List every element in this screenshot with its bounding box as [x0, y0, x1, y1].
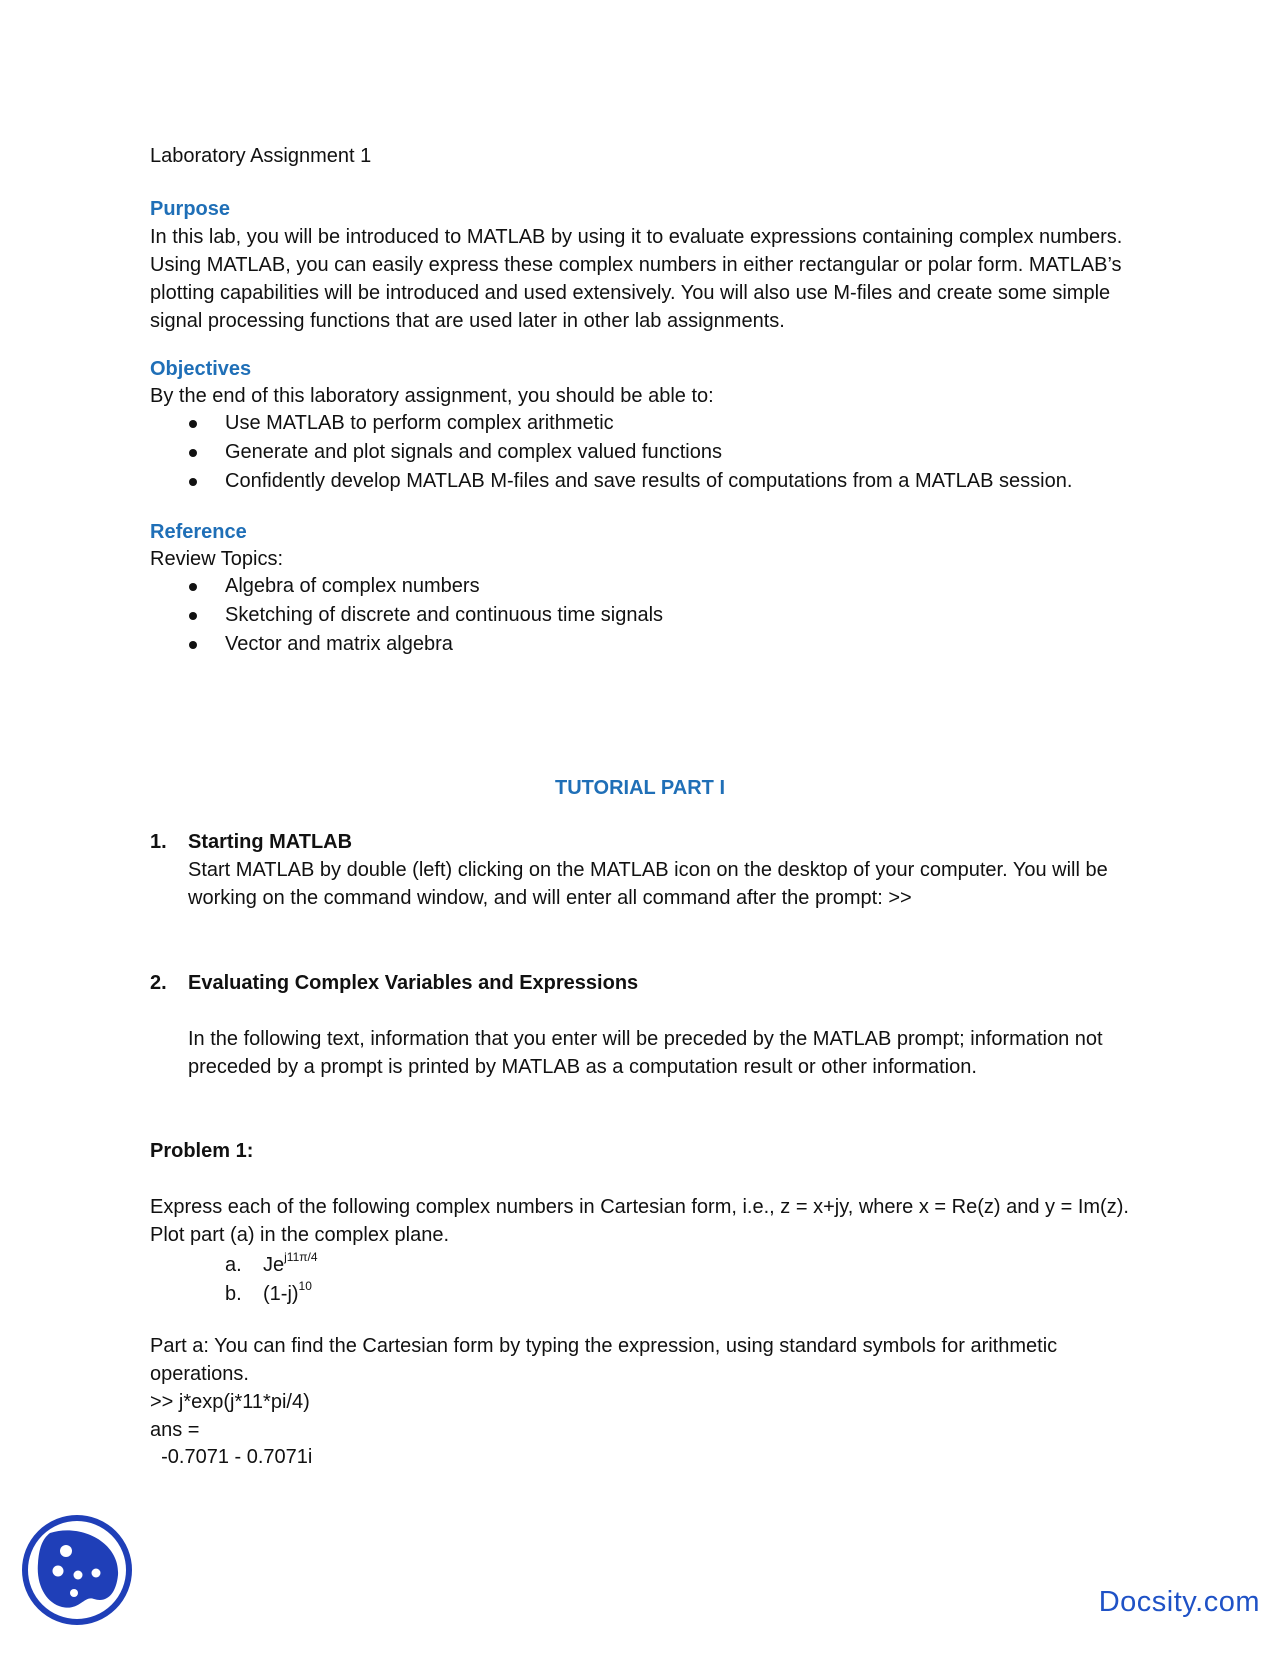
document-title: Laboratory Assignment 1 [150, 145, 372, 167]
reference-heading: Reference [150, 521, 247, 543]
list-item-label: Confidently develop MATLAB M-files and save results of computations from a MATLAB session. [225, 470, 1073, 492]
code-line-result: -0.7071 - 0.7071i [150, 1446, 313, 1468]
list-item-label: Generate and plot signals and complex valued functions [225, 441, 722, 463]
code-line-ans: ans = [150, 1419, 200, 1441]
purpose-heading: Purpose [150, 198, 231, 220]
objectives-intro: By the end of this laboratory assignment, you should be able to: [150, 385, 714, 407]
docsity-logo-icon [22, 1515, 132, 1625]
section1-heading [150, 828, 352, 856]
list-item [150, 601, 1150, 630]
section1-text: Start MATLAB by double (left) clicking on the MATLAB icon on the desktop of your computer. You will be working on the command window, and will enter all command after the prompt: >> [188, 859, 1108, 909]
list-item-label: Use MATLAB to perform complex arithmetic [225, 412, 614, 434]
section2-title: Evaluating Complex Variables and Expressions [188, 972, 639, 994]
purpose-text: In this lab, you will be introduced to MATLAB by using it to evaluate expressions containing complex numbers. Using MATLAB, you can easily express these complex numbers in either rectangular or polar form. MATLAB’s plotting capabilities will be introduced and used extensively. You will also use M-files and create some simple signal processing functions that are used later in other lab assignments. [150, 226, 1123, 332]
docsity-brand-link[interactable]: Docsity.com [1098, 1586, 1260, 1618]
item-label: a. [225, 1254, 242, 1276]
section2-number: 2. [150, 972, 167, 994]
reference-intro: Review Topics: [150, 548, 284, 570]
problem1-title: Problem 1: [150, 1140, 254, 1162]
list-item [150, 438, 1150, 467]
item-label: b. [225, 1283, 242, 1305]
list-item [150, 409, 1150, 438]
list-item [150, 630, 1150, 659]
problem1-item-b [225, 1280, 312, 1308]
list-item [150, 467, 1150, 496]
list-item-label: Vector and matrix algebra [225, 633, 453, 655]
reference-list [150, 572, 1150, 659]
bullet-icon [189, 641, 197, 649]
bullet-icon [189, 612, 197, 620]
bullet-icon [189, 478, 197, 486]
item-exponent: j11π/4 [284, 1250, 318, 1264]
bullet-icon [189, 449, 197, 457]
tutorial-title: TUTORIAL PART I [555, 777, 725, 799]
section2-text: In the following text, information that you enter will be preceded by the MATLAB prompt; information not preceded by a prompt is printed by MATLAB as a computation result or other information. [188, 1028, 1103, 1078]
item-base: (1-j) [263, 1283, 299, 1305]
objectives-list [150, 409, 1150, 496]
problem1-text: Express each of the following complex numbers in Cartesian form, i.e., z = x+jy, where x = Re(z) and y = Im(z). Plot part (a) in the complex plane. [150, 1196, 1129, 1246]
list-item [150, 572, 1150, 601]
list-item-label: Sketching of discrete and continuous time signals [225, 604, 664, 626]
bullet-icon [189, 420, 197, 428]
bullet-icon [189, 583, 197, 591]
section2-heading [150, 969, 638, 997]
code-line-command: >> j*exp(j*11*pi/4) [150, 1391, 310, 1413]
item-exponent: 10 [298, 1279, 312, 1293]
problem1-item-a [225, 1251, 318, 1279]
list-item-label: Algebra of complex numbers [225, 575, 480, 597]
objectives-heading: Objectives [150, 358, 252, 380]
part-a-text: Part a: You can find the Cartesian form by typing the expression, using standard symbols for arithmetic operations. [150, 1335, 1058, 1385]
section1-title: Starting MATLAB [188, 831, 353, 853]
item-base: Je [263, 1254, 285, 1276]
section1-number: 1. [150, 831, 167, 853]
